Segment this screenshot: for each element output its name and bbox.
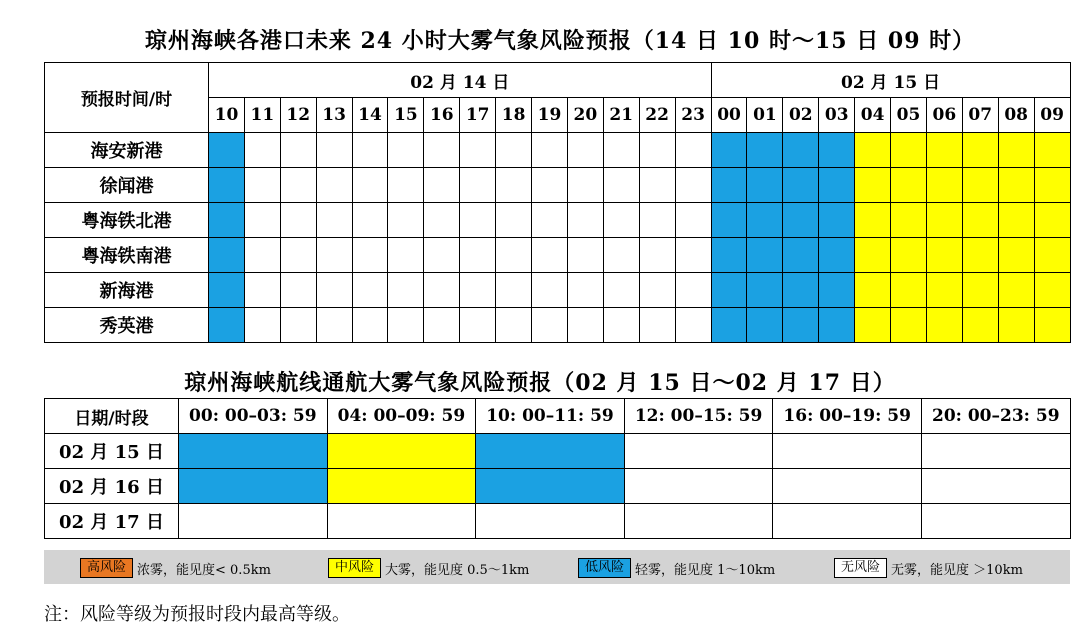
risk-cell-none [675,203,711,238]
risk-cell-none [532,203,568,238]
legend-description: 轻雾，能见度 1～10km [635,562,776,578]
route-date: 02 月 16 日 [45,469,179,504]
legend-description: 大雾，能见度 0.5～1km [385,562,530,578]
risk-cell-none [280,308,316,343]
route-forecast-title: 琼州海峡航线通航大雾气象风险预报（02 月 15 日～02 月 17 日） [184,370,896,396]
risk-cell-low [209,308,245,343]
route-row [45,434,1071,469]
legend-description: 浓雾，能见度< 0.5km [137,562,271,578]
risk-cell-medium [998,203,1034,238]
risk-cell-medium [962,203,998,238]
risk-cell-none [603,168,639,203]
risk-cell-none [675,273,711,308]
legend-swatch: 无风险 [834,558,887,578]
risk-cell-low [209,238,245,273]
risk-cell-low [179,469,328,504]
legend-swatch: 高风险 [80,558,133,578]
risk-cell-none [624,504,773,539]
risk-cell-none [476,504,625,539]
risk-cell-low [711,238,747,273]
period-header: 20: 00–23: 59 [921,399,1070,434]
risk-cell-none [424,238,460,273]
risk-cell-medium [998,273,1034,308]
risk-cell-low [209,168,245,203]
risk-cell-medium [926,273,962,308]
risk-cell-medium [926,308,962,343]
hour-header: 01 [747,98,783,133]
risk-cell-medium [1034,238,1070,273]
risk-cell-medium [891,133,927,168]
risk-cell-low [819,168,855,203]
risk-cell-low [783,308,819,343]
risk-cell-none [496,168,532,203]
risk-cell-medium [998,308,1034,343]
risk-cell-none [532,308,568,343]
risk-cell-medium [962,308,998,343]
risk-cell-medium [1034,273,1070,308]
risk-cell-low [783,273,819,308]
risk-cell-none [496,133,532,168]
route-row [45,469,1071,504]
legend-item-medium [328,558,529,578]
risk-cell-none [496,273,532,308]
hour-header: 08 [998,98,1034,133]
risk-cell-low [783,203,819,238]
risk-cell-medium [327,434,476,469]
hour-header: 23 [675,98,711,133]
risk-cell-none [244,133,280,168]
risk-cell-medium [962,133,998,168]
hour-header: 11 [244,98,280,133]
period-header: 04: 00–09: 59 [327,399,476,434]
port-row [45,133,1071,168]
port-name: 秀英港 [45,308,209,343]
risk-cell-medium [962,168,998,203]
route-date: 02 月 15 日 [45,434,179,469]
risk-cell-none [532,238,568,273]
risk-cell-none [244,273,280,308]
risk-cell-none [603,133,639,168]
risk-cell-none [639,308,675,343]
hour-header: 17 [460,98,496,133]
risk-cell-low [819,238,855,273]
risk-cell-none [460,168,496,203]
legend-item-high [80,558,271,578]
day-header: 02 月 14 日 [209,63,712,98]
risk-cell-none [424,168,460,203]
risk-cell-low [711,133,747,168]
risk-cell-medium [327,469,476,504]
risk-cell-none [532,133,568,168]
risk-cell-none [424,308,460,343]
risk-cell-none [496,238,532,273]
risk-cell-none [460,273,496,308]
risk-cell-none [460,203,496,238]
hour-header: 12 [280,98,316,133]
risk-cell-none [567,168,603,203]
risk-cell-none [675,238,711,273]
period-header: 10: 00–11: 59 [476,399,625,434]
legend-item-none [834,558,1023,578]
risk-cell-low [747,168,783,203]
risk-cell-low [179,434,328,469]
risk-cell-none [639,168,675,203]
risk-cell-none [280,168,316,203]
port-row [45,273,1071,308]
hour-header: 18 [496,98,532,133]
risk-cell-none [244,203,280,238]
risk-cell-low [747,308,783,343]
risk-cell-none [921,504,1070,539]
hour-header: 19 [532,98,568,133]
hour-header: 20 [567,98,603,133]
risk-cell-none [639,203,675,238]
risk-cell-none [567,238,603,273]
risk-cell-none [352,238,388,273]
risk-cell-none [388,273,424,308]
risk-cell-low [476,434,625,469]
risk-cell-none [352,133,388,168]
legend-item-low [578,558,775,578]
hour-header: 21 [603,98,639,133]
hour-header: 00 [711,98,747,133]
risk-cell-none [624,469,773,504]
risk-cell-none [316,168,352,203]
risk-cell-none [316,273,352,308]
risk-cell-medium [855,308,891,343]
risk-cell-low [819,133,855,168]
port-name: 粤海铁南港 [45,238,209,273]
hour-header: 07 [962,98,998,133]
risk-cell-none [280,273,316,308]
risk-cell-none [567,133,603,168]
risk-cell-none [280,133,316,168]
risk-cell-low [209,203,245,238]
risk-cell-medium [998,238,1034,273]
hour-header: 14 [352,98,388,133]
risk-cell-low [209,133,245,168]
risk-cell-low [747,133,783,168]
risk-cell-low [783,133,819,168]
risk-cell-none [316,203,352,238]
risk-cell-none [424,133,460,168]
risk-cell-none [675,168,711,203]
port-row [45,308,1071,343]
risk-cell-medium [855,168,891,203]
risk-cell-none [424,273,460,308]
risk-cell-low [209,273,245,308]
risk-cell-low [747,203,783,238]
risk-cell-medium [891,273,927,308]
risk-cell-none [675,308,711,343]
port-day-header-row [45,63,1071,98]
risk-cell-none [316,238,352,273]
risk-cell-medium [926,133,962,168]
risk-cell-low [747,273,783,308]
risk-cell-low [783,168,819,203]
risk-cell-medium [891,168,927,203]
risk-cell-none [244,168,280,203]
risk-cell-none [567,308,603,343]
risk-cell-none [532,273,568,308]
risk-cell-none [773,504,922,539]
risk-cell-none [388,238,424,273]
port-name: 海安新港 [45,133,209,168]
hour-header: 05 [891,98,927,133]
risk-cell-none [921,434,1070,469]
risk-cell-none [496,203,532,238]
period-header: 00: 00–03: 59 [179,399,328,434]
port-forecast-table [44,62,1071,343]
risk-cell-none [603,308,639,343]
legend-swatch: 中风险 [328,558,381,578]
risk-cell-none [352,203,388,238]
hour-header: 04 [855,98,891,133]
risk-cell-medium [998,133,1034,168]
risk-cell-none [424,203,460,238]
risk-cell-low [711,168,747,203]
risk-cell-none [603,238,639,273]
risk-cell-none [639,133,675,168]
risk-cell-medium [1034,308,1070,343]
risk-cell-none [352,168,388,203]
risk-cell-medium [926,168,962,203]
risk-cell-medium [1034,133,1070,168]
risk-cell-low [819,308,855,343]
risk-cell-low [747,238,783,273]
port-name: 徐闻港 [45,168,209,203]
hour-header: 22 [639,98,675,133]
risk-cell-none [496,308,532,343]
risk-cell-none [316,308,352,343]
risk-cell-medium [926,238,962,273]
risk-cell-medium [926,203,962,238]
route-date: 02 月 17 日 [45,504,179,539]
risk-cell-none [675,133,711,168]
hour-header: 03 [819,98,855,133]
risk-cell-none [773,469,922,504]
risk-cell-none [460,133,496,168]
risk-cell-low [711,203,747,238]
risk-cell-low [819,273,855,308]
period-header: 16: 00–19: 59 [773,399,922,434]
legend-description: 无雾，能见度 ＞10km [891,562,1023,578]
risk-cell-none [567,273,603,308]
risk-cell-medium [891,238,927,273]
hour-header: 02 [783,98,819,133]
route-header-label: 日期/时段 [45,399,179,434]
hour-header: 13 [316,98,352,133]
period-header: 12: 00–15: 59 [624,399,773,434]
risk-cell-none [603,273,639,308]
risk-cell-none [280,238,316,273]
port-forecast-title: 琼州海峡各港口未来 24 小时大雾气象风险预报（14 日 10 时～15 日 09 时） [144,28,976,54]
risk-cell-medium [855,203,891,238]
risk-cell-none [639,238,675,273]
risk-cell-medium [855,238,891,273]
hour-header: 06 [926,98,962,133]
risk-cell-none [532,168,568,203]
port-name: 新海港 [45,273,209,308]
risk-cell-none [773,434,922,469]
risk-cell-low [819,203,855,238]
port-row [45,203,1071,238]
risk-cell-medium [891,308,927,343]
risk-cell-none [639,273,675,308]
route-row [45,504,1071,539]
risk-cell-none [179,504,328,539]
risk-cell-none [352,273,388,308]
risk-cell-none [624,434,773,469]
risk-cell-low [783,238,819,273]
risk-cell-none [280,203,316,238]
risk-cell-low [711,308,747,343]
risk-cell-low [711,273,747,308]
risk-cell-medium [855,133,891,168]
port-name: 粤海铁北港 [45,203,209,238]
risk-cell-none [460,308,496,343]
risk-cell-none [352,308,388,343]
risk-cell-low [476,469,625,504]
hour-header: 10 [209,98,245,133]
risk-cell-medium [962,238,998,273]
day-header: 02 月 15 日 [711,63,1070,98]
hour-header: 09 [1034,98,1070,133]
risk-cell-medium [1034,168,1070,203]
risk-cell-none [388,203,424,238]
risk-cell-none [327,504,476,539]
port-header-label: 预报时间/时 [45,63,209,133]
risk-cell-medium [998,168,1034,203]
risk-cell-none [388,168,424,203]
hour-header: 15 [388,98,424,133]
risk-cell-none [244,308,280,343]
port-row [45,168,1071,203]
hour-header: 16 [424,98,460,133]
risk-cell-none [316,133,352,168]
risk-cell-none [603,203,639,238]
risk-cell-none [567,203,603,238]
risk-cell-none [388,133,424,168]
port-row [45,238,1071,273]
legend-swatch: 低风险 [578,558,631,578]
risk-cell-medium [1034,203,1070,238]
risk-cell-medium [962,273,998,308]
route-forecast-table [44,398,1071,539]
risk-cell-medium [855,273,891,308]
risk-cell-none [388,308,424,343]
risk-cell-none [244,238,280,273]
risk-cell-none [460,238,496,273]
route-header-row [45,399,1071,434]
risk-legend [44,550,1070,584]
footnote: 注：风险等级为预报时段内最高等级。 [44,604,350,625]
risk-cell-medium [891,203,927,238]
risk-cell-none [921,469,1070,504]
